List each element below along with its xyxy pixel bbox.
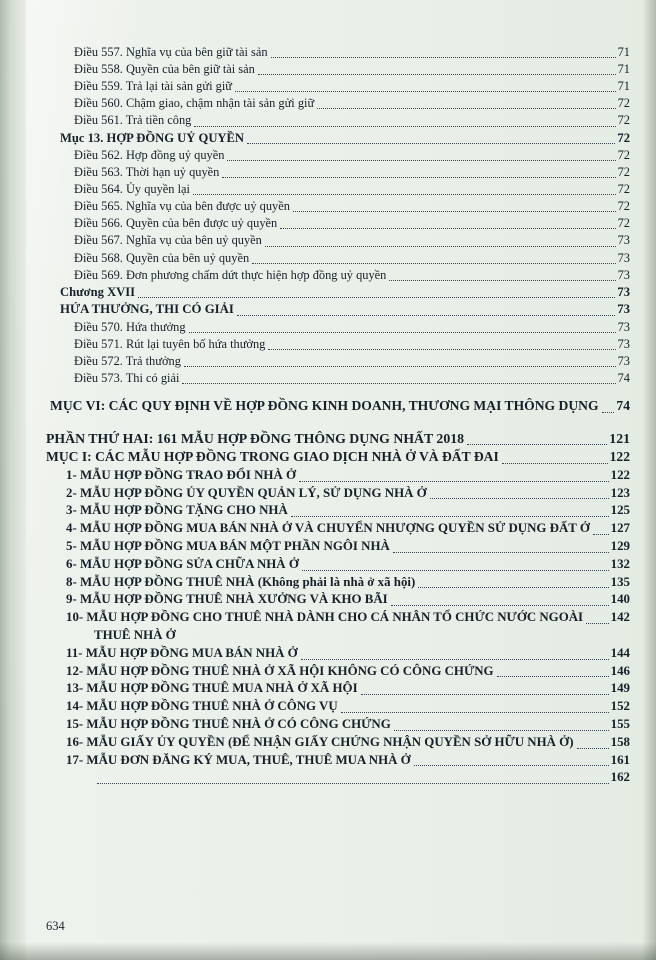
toc-entry-label: Mục 13. HỢP ĐỒNG UỶ QUYỀN	[60, 130, 245, 145]
toc-entry-label: Điều 567. Nghĩa vụ của bên uỷ quyền	[74, 233, 262, 248]
toc-entry-label: Điều 573. Thi có giải	[74, 371, 180, 386]
toc-entry-page: 71	[617, 79, 630, 94]
toc-entry-page: 149	[610, 681, 630, 696]
toc-leader-dots	[291, 515, 609, 517]
toc-entry[interactable]	[46, 112, 630, 129]
toc-entry-page: 132	[610, 556, 630, 571]
toc-leader-dots	[430, 497, 609, 499]
toc-entry-page: 135	[610, 574, 630, 589]
toc-entry[interactable]	[46, 353, 630, 370]
toc-leader-dots	[222, 176, 615, 178]
toc-entry-page: 158	[610, 734, 630, 749]
toc-entry-label: 1- MẪU HỢP ĐỒNG TRAO ĐỔI NHÀ Ở	[66, 467, 297, 482]
toc-entry[interactable]	[46, 336, 630, 353]
toc-entry-page: 72	[617, 165, 630, 180]
toc-entry[interactable]	[46, 198, 630, 215]
toc-leader-dots	[271, 56, 616, 58]
toc-entry-page: 144	[610, 645, 630, 660]
toc-entry-page: 73	[617, 250, 630, 265]
toc-entry[interactable]	[46, 95, 630, 112]
toc-entry-label: Chương XVII	[60, 284, 136, 299]
toc-entry[interactable]	[46, 319, 630, 336]
toc-leader-dots	[602, 411, 615, 413]
toc-entry[interactable]	[46, 520, 630, 538]
toc-entry-label: 14- MẪU HỢP ĐỒNG THUÊ NHÀ Ở CÔNG VỤ	[66, 699, 338, 714]
toc-leader-dots	[182, 382, 615, 384]
toc-entry-label: Điều 572. Trả thưởng	[74, 354, 181, 369]
toc-entry-label: Điều 560. Chậm giao, chậm nhận tài sản gửi giữ	[74, 96, 315, 111]
toc-leader-dots	[341, 711, 609, 713]
toc-entry-label: MỤC I: CÁC MẪU HỢP ĐỒNG TRONG GIAO DỊCH NHÀ Ở VÀ ĐẤT ĐAI	[46, 449, 499, 465]
toc-entry-page: 155	[610, 716, 630, 731]
toc-entry[interactable]	[46, 215, 630, 232]
toc-leader-dots	[302, 569, 609, 571]
toc-leader-dots	[194, 125, 615, 127]
page-bottom-shadow	[0, 942, 656, 960]
toc-entry-page: 72	[617, 96, 630, 111]
toc-entry-page: 122	[609, 449, 630, 465]
toc-entry[interactable]	[46, 147, 630, 164]
toc-leader-dots	[317, 107, 615, 109]
toc-entry[interactable]	[46, 284, 630, 301]
toc-entry-page: 127	[610, 521, 630, 536]
page-spine-gradient	[0, 0, 26, 960]
toc-entry[interactable]	[46, 734, 630, 752]
toc-entry[interactable]	[46, 130, 630, 147]
toc-leader-dots	[391, 604, 609, 606]
toc-leader-dots	[593, 533, 609, 535]
toc-leader-dots	[237, 314, 615, 316]
toc-entry-page: 123	[610, 485, 630, 500]
toc-entry-label: 9- MẪU HỢP ĐỒNG THUÊ NHÀ XƯỞNG VÀ KHO BÃI	[66, 592, 388, 607]
toc-entry[interactable]	[46, 645, 630, 663]
toc-entry[interactable]	[46, 574, 630, 592]
toc-entry[interactable]	[46, 627, 630, 645]
toc-spacer	[46, 416, 630, 429]
toc-entry-page: 121	[609, 431, 630, 447]
toc-entry-label: 2- MẪU HỢP ĐỒNG ỦY QUYỀN QUẢN LÝ, SỬ DỤNG NHÀ Ở	[66, 485, 427, 500]
toc-entry[interactable]	[46, 467, 630, 485]
toc-leader-dots	[418, 586, 608, 588]
toc-entry-page: 73	[617, 319, 630, 334]
toc-entry-page: 74	[617, 371, 630, 386]
toc-leader-dots	[184, 365, 616, 367]
toc-entry-label: HỨA THƯỞNG, THI CÓ GIẢI	[60, 302, 234, 317]
toc-entry-label: 3- MẪU HỢP ĐỒNG TẶNG CHO NHÀ	[66, 503, 288, 518]
toc-entry-label: 11- MẪU HỢP ĐỒNG MUA BÁN NHÀ Ở	[66, 645, 298, 660]
toc-entry-label: MỤC VI: CÁC QUY ĐỊNH VỀ HỢP ĐỒNG KINH DOANH, THƯƠNG MẠI THÔNG DỤNG	[50, 398, 599, 414]
toc-entry-label: Điều 566. Quyền của bên được uỷ quyền	[74, 216, 278, 231]
toc-leader-dots	[293, 210, 616, 212]
toc-leader-dots	[389, 279, 615, 281]
toc-entry-page: 73	[617, 354, 630, 369]
toc-entry-label: Điều 561. Trả tiền công	[74, 113, 192, 128]
toc-entry[interactable]	[46, 663, 630, 681]
page-edge-shadow	[642, 0, 656, 960]
toc-entry[interactable]	[46, 429, 630, 448]
toc-entry-label: 4- MẪU HỢP ĐỒNG MUA BÁN NHÀ Ở VÀ CHUYỂN NHƯỢNG QUYỀN SỬ DỤNG ĐẤT Ở	[66, 521, 590, 536]
toc-entry-label: 13- MẪU HỢP ĐỒNG THUÊ MUA NHÀ Ở XÃ HỘI	[66, 681, 358, 696]
toc-leader-dots	[258, 73, 616, 75]
toc-entry[interactable]	[46, 44, 630, 61]
toc-entry[interactable]	[46, 232, 630, 249]
toc-entry[interactable]	[46, 680, 630, 698]
toc-entry[interactable]	[46, 78, 630, 95]
toc-entry-label: 17- MẪU ĐƠN ĐĂNG KÝ MUA, THUÊ, THUÊ MUA NHÀ Ở	[66, 752, 411, 767]
toc-leader-dots	[247, 142, 615, 144]
toc-entry-page: 162	[610, 770, 630, 785]
toc-entry-label: Điều 562. Hợp đồng uỷ quyền	[74, 147, 225, 162]
toc-leader-dots	[414, 764, 609, 766]
toc-entry-page: 73	[617, 267, 630, 282]
toc-entry-page: 72	[617, 147, 630, 162]
toc-entry-label: 10- MẪU HỢP ĐỒNG CHO THUÊ NHÀ DÀNH CHO CÁ NHÂN TỔ CHỨC NƯỚC NGOÀI	[66, 610, 584, 625]
toc-entry-page: 140	[610, 592, 630, 607]
toc-entry-page: 125	[610, 503, 630, 518]
toc-leader-dots	[265, 245, 616, 247]
toc-entry-label: 15- MẪU HỢP ĐỒNG THUÊ NHÀ Ở CÓ CÔNG CHỨNG	[66, 716, 391, 731]
toc-entry-label: PHẦN THỨ HAI: 161 MẪU HỢP ĐỒNG THÔNG DỤNG NHẤT 2018	[46, 431, 465, 447]
toc-entry[interactable]	[46, 397, 630, 416]
toc-leader-dots	[193, 193, 616, 195]
toc-entry-page: 73	[617, 336, 630, 351]
toc-entry-page: 73	[617, 233, 630, 248]
toc-leader-dots	[467, 443, 607, 445]
toc-entry[interactable]	[46, 769, 630, 787]
toc-entry-page: 71	[617, 45, 630, 59]
toc-leader-dots	[189, 331, 616, 333]
toc-leader-dots	[394, 729, 609, 731]
toc-leader-dots	[497, 675, 609, 677]
toc-entry[interactable]	[46, 181, 630, 198]
toc-entry[interactable]	[46, 164, 630, 181]
toc-entry[interactable]	[46, 485, 630, 503]
toc-entry[interactable]	[46, 538, 630, 556]
toc-leader-dots	[235, 90, 616, 92]
toc-entry[interactable]	[46, 609, 630, 627]
toc-entry-page: 142	[610, 610, 630, 625]
toc-entry-page: 122	[610, 467, 630, 482]
toc-entry-label: Điều 557. Nghĩa vụ của bên giữ tài sản	[74, 45, 268, 59]
toc-entry[interactable]	[46, 301, 630, 319]
toc-entry[interactable]	[46, 698, 630, 716]
toc-spacer	[46, 387, 630, 397]
page-number: 634	[46, 919, 65, 933]
toc-entry-label: Điều 559. Trả lại tài sản gửi giữ	[74, 79, 232, 94]
toc-entry-label: 8- MẪU HỢP ĐỒNG THUÊ NHÀ (Không phải là nhà ở xã hội)	[66, 574, 416, 589]
toc-entry-label: Điều 571. Rút lại tuyên bố hứa thưởng	[74, 336, 266, 351]
toc-leader-dots	[97, 782, 609, 784]
toc-entry-label: Điều 558. Quyền của bên giữ tài sản	[74, 62, 255, 77]
toc-entry-label: Điều 568. Quyền của bên uỷ quyền	[74, 250, 250, 265]
toc-entry-page: 72	[617, 199, 630, 214]
toc-entry-page: 72	[617, 182, 630, 197]
toc-entry-page: 74	[616, 398, 630, 414]
toc-entry-label: THUÊ NHÀ Ở	[94, 627, 176, 642]
toc-entry-page: 152	[610, 699, 630, 714]
toc-leader-dots	[577, 747, 609, 749]
toc-entry[interactable]	[46, 556, 630, 574]
toc-entry-page: 73	[617, 284, 630, 299]
toc-entry-page: 161	[610, 752, 630, 767]
toc-entry-page: 71	[617, 62, 630, 77]
toc-entry-page: 73	[617, 302, 630, 317]
toc-entry-page: 146	[610, 663, 630, 678]
toc-leader-dots	[227, 159, 615, 161]
toc-entry-page: 72	[617, 113, 630, 128]
toc-leader-dots	[268, 348, 615, 350]
toc-leader-dots	[301, 658, 609, 660]
toc-entry[interactable]	[46, 448, 630, 467]
toc-entry-label: Điều 563. Thời hạn uỷ quyền	[74, 165, 220, 180]
toc-entry[interactable]	[46, 591, 630, 609]
table-of-contents	[46, 44, 630, 787]
toc-leader-dots	[586, 622, 609, 624]
toc-leader-dots	[502, 462, 608, 464]
toc-entry-page: 72	[617, 130, 630, 145]
toc-leader-dots	[361, 693, 609, 695]
toc-entry-label: Điều 570. Hứa thưởng	[74, 319, 186, 334]
toc-entry-label: Điều 565. Nghĩa vụ của bên được uỷ quyền	[74, 199, 290, 214]
toc-entry-page: 129	[610, 538, 630, 553]
toc-leader-dots	[299, 480, 609, 482]
toc-leader-dots	[138, 296, 615, 298]
toc-entry-label: 6- MẪU HỢP ĐỒNG SỬA CHỮA NHÀ Ở	[66, 556, 299, 571]
toc-entry-label: 16- MẪU GIẤY ỦY QUYỀN (ĐỂ NHẬN GIẤY CHỨNG NHẬN QUYỀN SỞ HỮU NHÀ Ở)	[66, 734, 574, 749]
toc-entry[interactable]	[46, 752, 630, 770]
toc-entry-page: 72	[617, 216, 630, 231]
toc-entry[interactable]	[46, 267, 630, 284]
toc-entry-label: Điều 569. Đơn phương chấm dứt thực hiện hợp đồng uỷ quyền	[74, 267, 387, 282]
toc-entry[interactable]	[46, 716, 630, 734]
toc-leader-dots	[252, 262, 615, 264]
toc-entry[interactable]	[46, 502, 630, 520]
toc-entry[interactable]	[46, 250, 630, 267]
toc-entry[interactable]	[46, 370, 630, 387]
toc-leader-dots	[280, 227, 615, 229]
toc-entry-label: 12- MẪU HỢP ĐỒNG THUÊ NHÀ Ở XÃ HỘI KHÔNG CÓ CÔNG CHỨNG	[66, 663, 494, 678]
toc-entry[interactable]	[46, 61, 630, 78]
toc-entry-label: 5- MẪU HỢP ĐỒNG MUA BÁN MỘT PHẦN NGÔI NHÀ	[66, 538, 390, 553]
toc-entry-label: Điều 564. Ủy quyền lại	[74, 182, 190, 197]
toc-leader-dots	[393, 551, 609, 553]
